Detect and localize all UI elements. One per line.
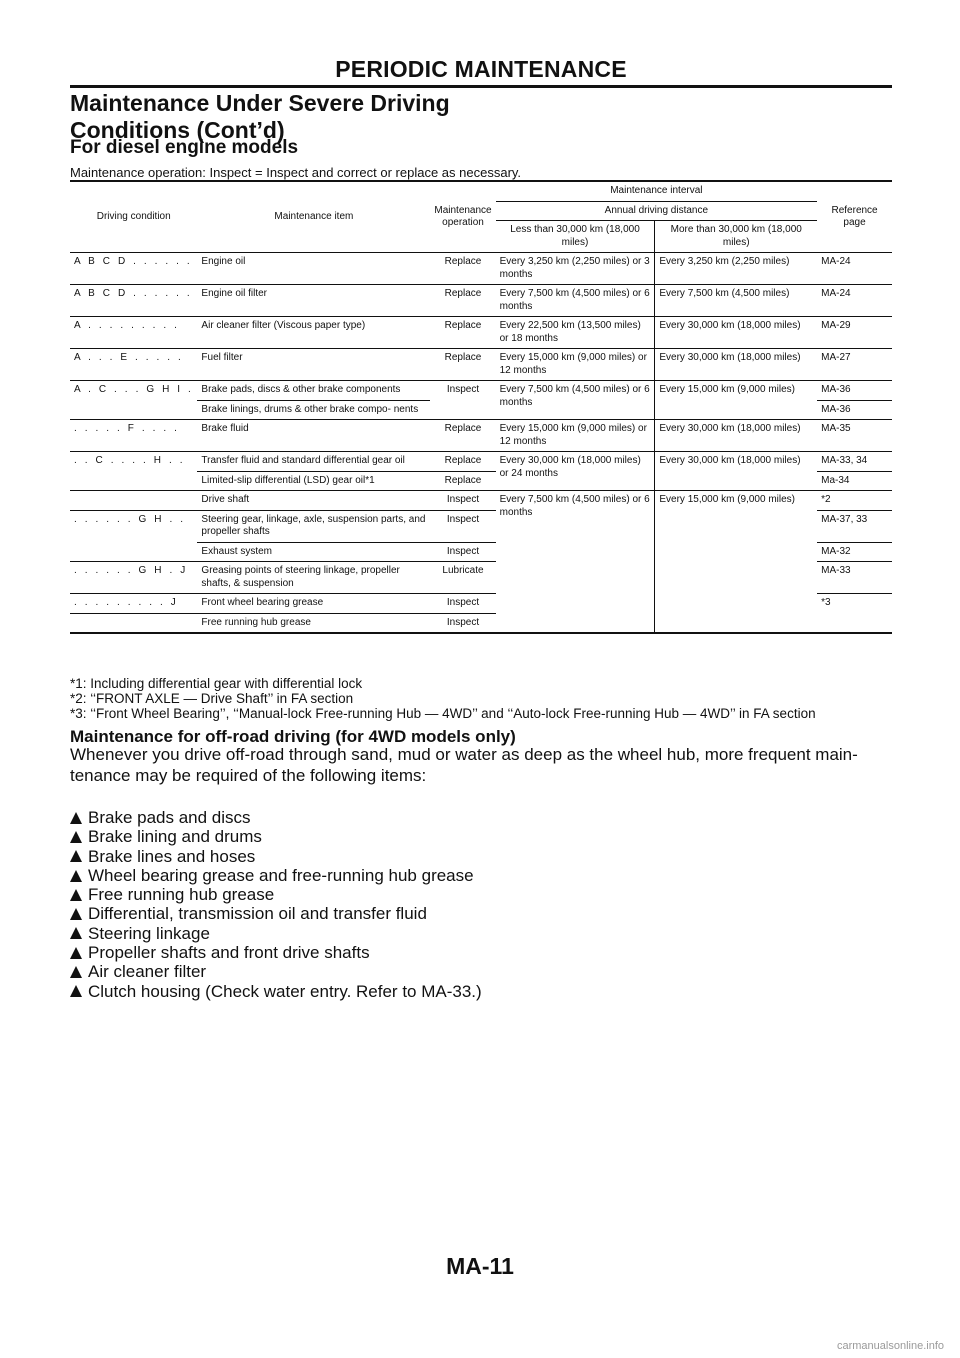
list-item — [70, 904, 482, 923]
list-item — [70, 885, 482, 904]
triangle-bullet-icon — [70, 812, 82, 824]
cell-less: Every 3,250 km (2,250 miles) or 3 months — [496, 253, 655, 285]
cell-item: Transfer fluid and standard differential gear oil — [197, 452, 430, 472]
table-row — [70, 420, 892, 452]
cell-item: Brake linings, drums & other brake compo- nents — [197, 400, 430, 420]
table-row — [70, 349, 892, 381]
header-subtitle-line2: Conditions (Cont’d) — [70, 117, 285, 143]
maintenance-table — [70, 180, 892, 634]
cell-more: Every 15,000 km (9,000 miles) — [655, 381, 817, 420]
cell-item: Drive shaft — [197, 491, 430, 511]
cell-more: Every 30,000 km (18,000 miles) — [655, 349, 817, 381]
header-title: PERIODIC MAINTENANCE — [335, 56, 627, 82]
triangle-bullet-icon — [70, 985, 82, 997]
list-item-text: Propeller shafts and front drive shafts — [88, 943, 370, 963]
list-item — [70, 982, 482, 1001]
header-annual-distance: Annual driving distance — [496, 201, 817, 221]
offroad-title: Maintenance for off-road driving (for 4WD models only) — [70, 727, 516, 746]
cell-item: Brake pads, discs & other brake components — [197, 381, 430, 401]
table-row — [70, 253, 892, 285]
cell-less: Every 15,000 km (9,000 miles) or 12 months — [496, 349, 655, 381]
cell-condition: A B C D . . . . . . — [70, 285, 197, 317]
cell-item: Steering gear, linkage, axle, suspension parts, and propeller shafts — [197, 510, 430, 542]
offroad-intro: Whenever you drive off-road through sand, mud or water as deep as the wheel hub, more frequent main- tenance may be required of the following items: — [70, 745, 858, 785]
cell-ref: Ma-34 — [817, 471, 892, 491]
cell-more: Every 7,500 km (4,500 miles) — [655, 285, 817, 317]
cell-item: Free running hub grease — [201, 616, 311, 628]
cell-condition: . . . . . F . . . . — [70, 420, 197, 452]
list-item-text: Air cleaner filter — [88, 962, 207, 982]
footnote-2: *2: ‘‘FRONT AXLE — Drive Shaft’’ in FA section — [70, 691, 354, 706]
cell-operation: Inspect — [430, 594, 495, 614]
table-row — [70, 381, 892, 401]
cell-more: Every 30,000 km (18,000 miles) — [655, 317, 817, 349]
operation-note: Maintenance operation: Inspect = Inspect and correct or replace as necessary. — [70, 165, 522, 180]
list-item-text: Clutch housing (Check water entry. Refer to MA-33.) — [88, 981, 482, 1001]
cell-operation: Replace — [430, 349, 495, 381]
list-item — [70, 943, 482, 962]
cell-operation: Inspect — [430, 510, 495, 542]
cell-more: Every 30,000 km (18,000 miles) — [655, 452, 817, 491]
cell-less: Every 7,500 km (4,500 miles) or 6 months — [496, 285, 655, 317]
header-more-than: More than 30,000 km (18,000 miles) — [655, 221, 817, 253]
cell-condition: A . . . . . . . . . — [70, 317, 197, 349]
cell-item: Greasing points of steering linkage, propeller shafts, & suspension — [197, 562, 430, 594]
table-row — [70, 452, 892, 472]
list-item-text: Brake pads and discs — [88, 808, 251, 827]
cell-condition: A B C D . . . . . . — [70, 253, 197, 285]
cell-operation: Lubricate — [430, 562, 495, 594]
cell-condition-empty — [70, 613, 197, 633]
cell-more: Every 15,000 km (9,000 miles) — [655, 491, 817, 634]
cell-condition: A . C . . . G H I . — [70, 381, 197, 420]
cell-item: Front wheel bearing grease — [197, 594, 430, 614]
cell-operation: Replace — [430, 253, 495, 285]
triangle-bullet-icon — [70, 908, 82, 920]
cell-condition: . . . . . . G H . J — [70, 562, 197, 594]
page-number: MA-11 — [446, 1253, 514, 1279]
page-header — [70, 55, 892, 144]
list-item — [70, 808, 482, 827]
cell-condition: A . . . E . . . . . — [70, 349, 197, 381]
cell-operation: Inspect — [430, 542, 495, 562]
triangle-bullet-icon — [70, 966, 82, 978]
triangle-bullet-icon — [70, 927, 82, 939]
header-maintenance-operation: Maintenance operation — [430, 181, 495, 253]
table-row — [70, 491, 892, 511]
list-item — [70, 827, 482, 846]
cell-ref: MA-36 — [817, 400, 892, 420]
header-maintenance-interval: Maintenance interval — [496, 181, 817, 201]
cell-less: Every 30,000 km (18,000 miles) or 24 months — [496, 452, 655, 491]
cell-condition: . . . . . . G H . . — [70, 510, 197, 562]
list-item-text: Brake lines and hoses — [88, 846, 256, 866]
list-item-text: Free running hub grease — [88, 885, 275, 905]
list-item-text: Steering linkage — [88, 923, 210, 943]
cell-ref: MA-24 — [817, 253, 892, 285]
cell-more: Every 3,250 km (2,250 miles) — [655, 253, 817, 285]
cell-condition-empty — [70, 491, 197, 511]
header-subtitle-line1: Maintenance Under Severe Driving — [70, 90, 450, 116]
header-reference-page: Reference page — [817, 181, 892, 253]
cell-item: Engine oil — [197, 253, 430, 285]
cell-operation: Inspect — [446, 616, 480, 628]
cell-item: Engine oil filter — [197, 285, 430, 317]
cell-ref: MA-32 — [817, 542, 892, 562]
cell-ref: MA-37, 33 — [817, 510, 892, 542]
triangle-bullet-icon — [70, 870, 82, 882]
cell-item: Limited-slip differential (LSD) gear oil*1 — [197, 471, 430, 491]
header-maintenance-item: Maintenance item — [197, 181, 430, 253]
cell-operation: Replace — [430, 420, 495, 452]
cell-operation: Replace — [430, 285, 495, 317]
offroad-item-list — [70, 808, 482, 1001]
cell-ref: MA-27 — [817, 349, 892, 381]
list-item — [70, 962, 482, 981]
cell-ref: *2 — [817, 491, 892, 511]
cell-less: Every 22,500 km (13,500 miles) or 18 months — [496, 317, 655, 349]
cell-ref: MA-29 — [817, 317, 892, 349]
cell-ref: MA-36 — [817, 381, 892, 401]
header-rule — [70, 85, 892, 88]
footnote-3: *3: ‘‘Front Wheel Bearing’’, ‘‘Manual-lock Free-running Hub — 4WD’’ and ‘‘Auto-lock Free-running Hub — 4WD’’ in FA section — [70, 706, 816, 721]
cell-less: Every 15,000 km (9,000 miles) or 12 months — [496, 420, 655, 452]
cell-ref: MA-33 — [817, 562, 892, 594]
watermark: carmanualsonline.info — [836, 1340, 944, 1352]
footnotes — [70, 676, 816, 721]
section-title: For diesel engine models — [70, 137, 299, 158]
cell-more: Every 30,000 km (18,000 miles) — [655, 420, 817, 452]
cell-operation: Inspect — [430, 491, 495, 511]
header-driving-condition: Driving condition — [70, 181, 197, 253]
list-item — [70, 847, 482, 866]
cell-operation: Inspect — [430, 381, 495, 420]
list-item-text: Wheel bearing grease and free-running hub grease — [88, 865, 474, 885]
list-item-text: Differential, transmission oil and transfer fluid — [88, 904, 427, 924]
cell-ref: MA-24 — [817, 285, 892, 317]
cell-less: Every 7,500 km (4,500 miles) or 6 months — [499, 494, 650, 518]
cell-operation: Replace — [430, 471, 495, 491]
cell-item: Air cleaner filter (Viscous paper type) — [197, 317, 430, 349]
footnote-1: *1: Including differential gear with differential lock — [70, 676, 363, 691]
triangle-bullet-icon — [70, 831, 82, 843]
cell-operation: Replace — [430, 317, 495, 349]
triangle-bullet-icon — [70, 889, 82, 901]
cell-ref: MA-33, 34 — [817, 452, 892, 472]
list-item — [70, 924, 482, 943]
header-less-than: Less than 30,000 km (18,000 miles) — [496, 221, 655, 253]
cell-condition: . . . . . . . . . J — [70, 594, 197, 614]
triangle-bullet-icon — [70, 947, 82, 959]
cell-less: Every 7,500 km (4,500 miles) or 6 months — [496, 381, 655, 420]
triangle-bullet-icon — [70, 850, 82, 862]
cell-item: Exhaust system — [197, 542, 430, 562]
table-row — [70, 285, 892, 317]
table-row — [70, 317, 892, 349]
list-item-text: Brake lining and drums — [88, 827, 262, 847]
cell-operation: Replace — [430, 452, 495, 472]
cell-item: Fuel filter — [197, 349, 430, 381]
cell-ref: *3 — [821, 597, 831, 608]
list-item — [70, 866, 482, 885]
cell-condition: . . C . . . . H . . — [70, 452, 197, 491]
cell-ref: MA-35 — [817, 420, 892, 452]
cell-item: Brake fluid — [197, 420, 430, 452]
